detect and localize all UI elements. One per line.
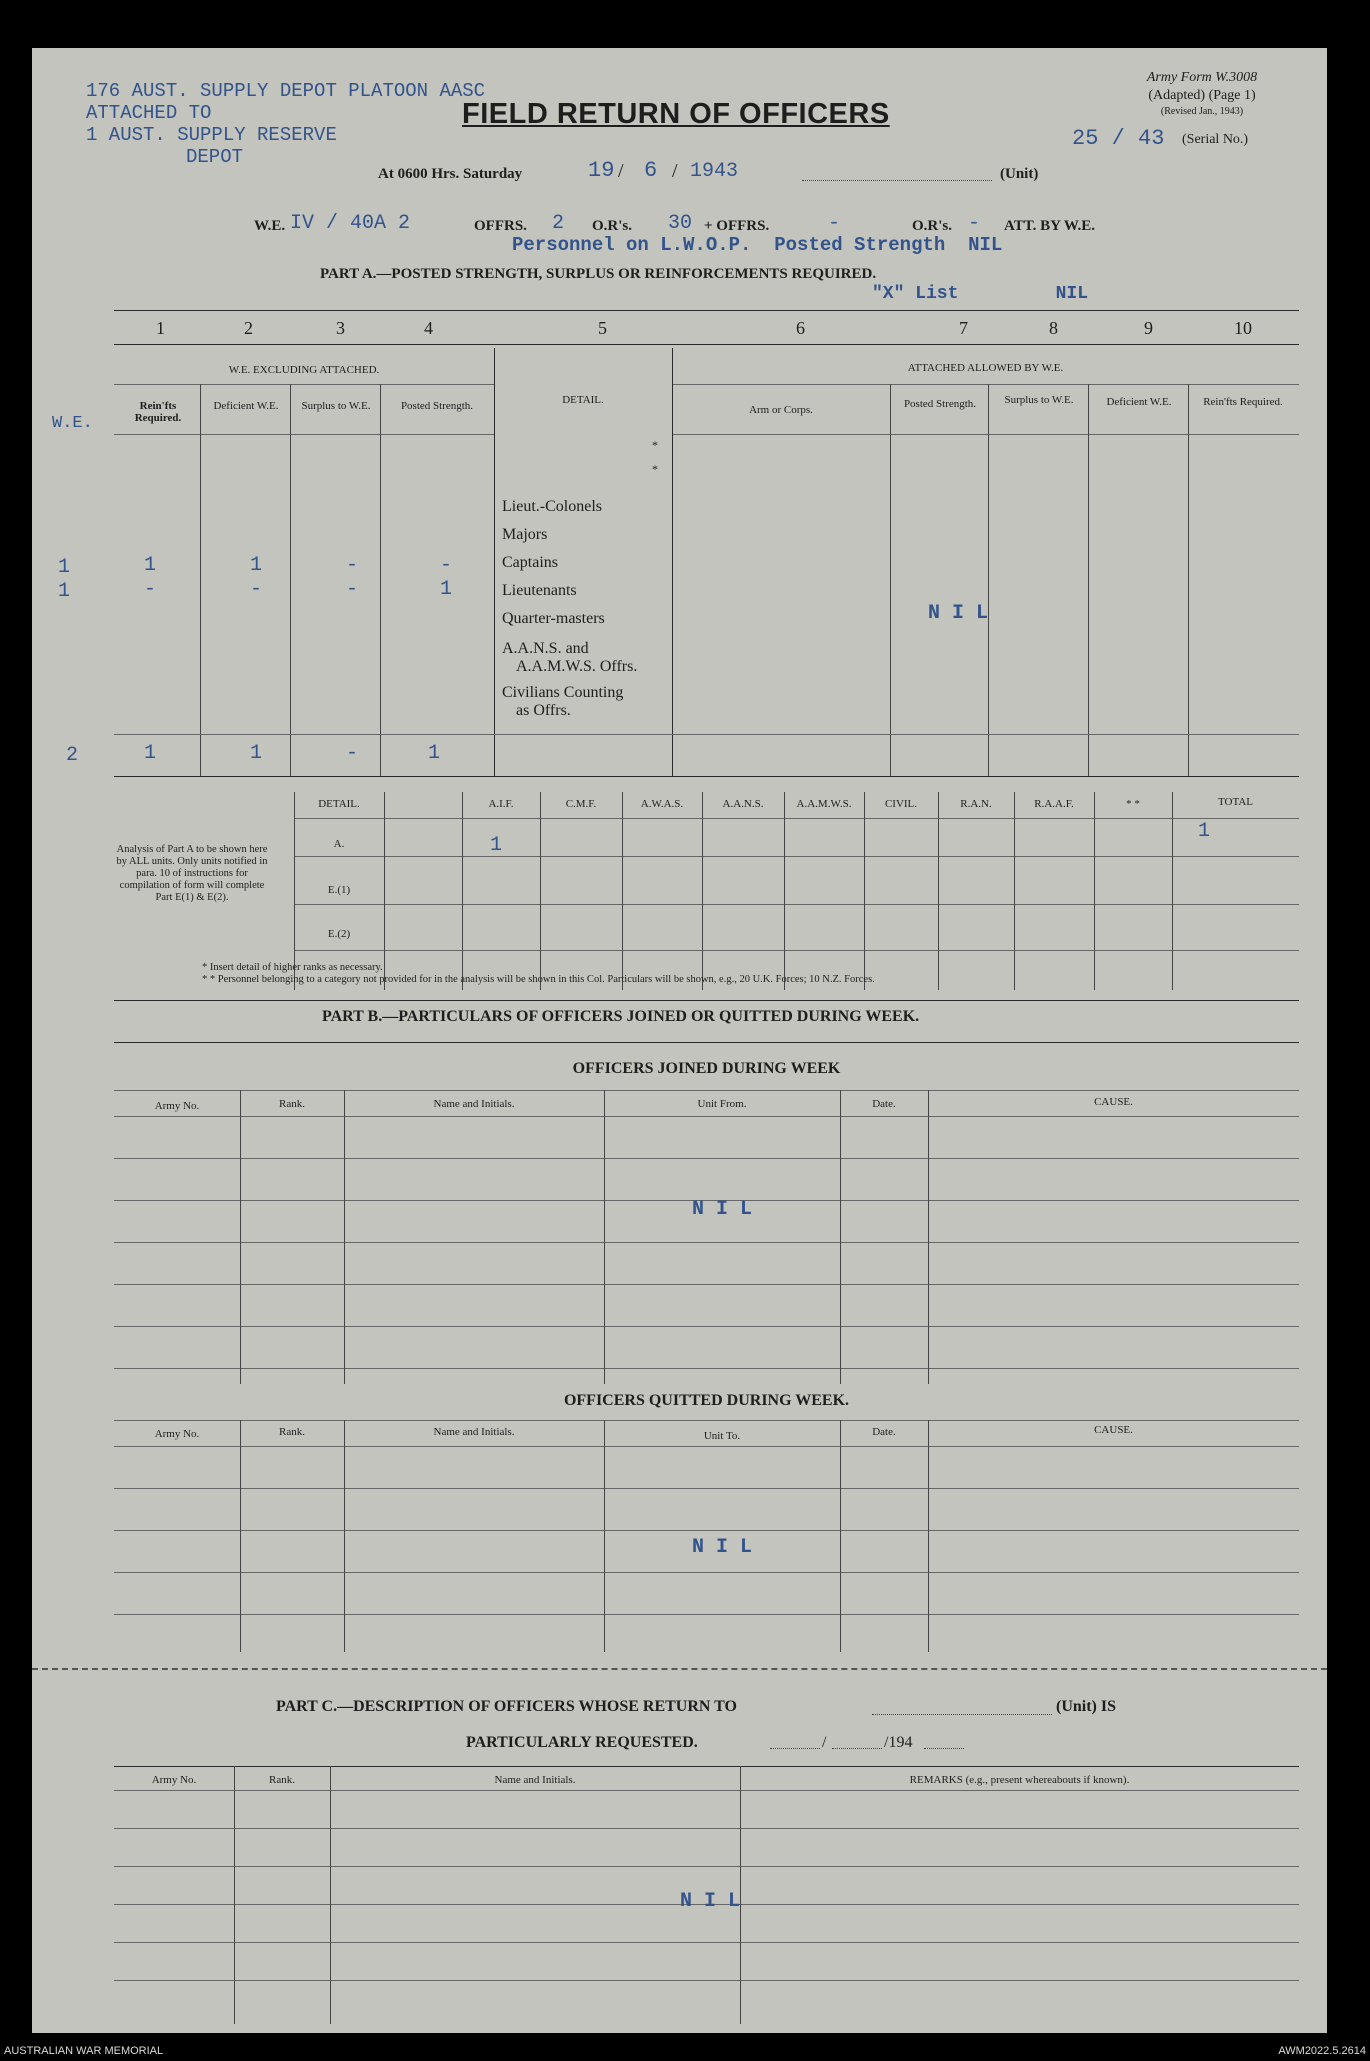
- plus-offrs-value: -: [828, 212, 841, 235]
- surplus-to-we-header: Surplus to W.E.: [301, 400, 371, 412]
- unit-line-4: DEPOT: [186, 146, 244, 168]
- rank-captains: Captains: [502, 554, 558, 571]
- analysis-row-e2: E.(2): [327, 928, 351, 940]
- attached-deficient-header: Deficient W.E.: [1106, 396, 1172, 408]
- analysis-a-total: 1: [1198, 820, 1211, 843]
- part-c-requested: PARTICULARLY REQUESTED.: [466, 1734, 698, 1751]
- quitted-cause-header: CAUSE.: [1094, 1424, 1133, 1436]
- date-day: 19: [588, 158, 615, 183]
- at-hours-label: At 0600 Hrs. Saturday: [378, 166, 523, 182]
- attached-posted-strength-header: Posted Strength.: [903, 398, 977, 410]
- analysis-other-header: * *: [1126, 798, 1140, 810]
- captains-deficient: 1: [250, 554, 263, 577]
- rank-civilians: Civilians Counting: [502, 684, 624, 701]
- part-c-army-no-header: Army No.: [151, 1774, 197, 1786]
- attached-allowed-header: ATTACHED ALLOWED BY W.E.: [907, 362, 1064, 374]
- date-year: 1943: [690, 160, 739, 183]
- star-mark-1: *: [652, 438, 658, 452]
- part-c-unit-is: (Unit) IS: [1056, 1698, 1117, 1715]
- ors2-label: O.R's.: [912, 218, 953, 234]
- quitted-date-header: Date.: [872, 1426, 896, 1438]
- analysis-cmf-header: C.M.F.: [565, 798, 597, 810]
- personnel-lwop-line: Personnel on L.W.O.P. Posted Strength NIL: [512, 234, 1003, 256]
- footer-credit: AUSTRALIAN WAR MEMORIAL: [4, 2045, 164, 2057]
- serial-label: (Serial No.): [1182, 132, 1249, 147]
- lieutenants-deficient: -: [250, 578, 263, 601]
- reinfts-required-header: Rein'fts Required.: [134, 400, 182, 424]
- part-c-nil: N I L: [679, 1890, 740, 1913]
- total-posted: 1: [428, 742, 441, 765]
- plus-offrs-label: + OFFRS.: [704, 218, 770, 234]
- ors-label: O.R's.: [592, 218, 633, 234]
- x-list-line: "X" List NIL: [872, 284, 1089, 304]
- detail-header: DETAIL.: [562, 394, 604, 406]
- attached-reinfts-header: Rein'fts Required.: [1203, 396, 1283, 408]
- rank-aans: A.A.N.S. and: [502, 640, 589, 657]
- part-c-rank-header: Rank.: [269, 1774, 295, 1786]
- document-page: 176 AUST. SUPPLY DEPOT PLATOON AASC ATTACHED TO 1 AUST. SUPPLY RESERVE DEPOT FIELD RETURN OF OFFICERS Army Form W.3008 (Adapted) (Page 1) (Revised Jan., 1943) 25 / 43 (Serial No.) At 0600 Hrs. Saturday 19 / 6 / 1943 (Unit) W.E. IV / 40A 2 OFFRS. 2 O.R's. 30 + OFFRS. - O.R's. - ATT. BY W.E. Personnel on L.W.O.P. Posted Strength NIL PART A.—POSTED STRENGTH, SURPLUS OR REINFORCEMENTS REQUIRED. "X" List NIL 1 2 3 4 5 6 7 8 9 10 W.E. EXCLUDING ATTACHED. ATTACHED ALLOWED BY W.E. DETAIL. Rein'fts Required. Deficient W.E. Surplus to W.E. Posted Strength. Arm or Corps. Posted Strength. Surplus to W.E. Deficient W.E. Rein'fts Required. W.E. * * Lieut.-Colonels Majors Captains Lieutenants Quarter-masters A.A.N.S. and A.A.M.W.S. Offrs. Civilians Counting as Offrs. 1 1 1 - - 1 - - - 1 N I L 2 1 1 - 1 Analysis of Part A to be shown here by ALL units. Only units notified in para. 10 of instructions for compilation of form will complete Part E(1) & E(2). DETAIL. A.I.F. C.M.F. A.W.A.S. A.A.N.S. A.A.M.W.S. CIVIL. R.A.N. R.A.A.F. * * TOTAL A. E.(1) E.(2) 1 1 * Insert detail of higher ranks as necessary. * * Personnel belonging to a category not provided for in the analysis will be shown in this Col. Particulars will be shown, e.g., 20 U.K. Forces; 10 N.Z. Forces. PART B.—PARTICULARS OF OFFICERS JOINED OR QUITTED DURING WEEK. OFFICERS JOINED DURING WEEK Army No. Rank. Name and Initials. Unit From. Date. CAUSE. N I L OFFICERS QUITTED DURING WEEK. Army No. Rank. Name and Initials. Unit To. Date. CAUSE. N I L PART C.—DESCRIPTION OF OFFICERS WHOSE RETURN TO (Unit) IS PARTICULARLY REQUESTED. / /194 Army No. Rank. Name and Initials. REMARKS (e.g., present whereabouts if known). N I L: [32, 48, 1327, 2033]
- star-mark-2: *: [652, 462, 658, 476]
- date-month: 6: [644, 158, 658, 183]
- part-c-name-header: Name and Initials.: [494, 1774, 576, 1786]
- deficient-we-header: Deficient W.E.: [213, 400, 279, 412]
- unit-line-1: 176 AUST. SUPPLY DEPOT PLATOON AASC: [86, 80, 486, 102]
- analysis-awas-header: A.W.A.S.: [640, 798, 684, 810]
- rank-aamws: A.A.M.W.S. Offrs.: [516, 658, 638, 675]
- form-title: FIELD RETURN OF OFFICERS: [462, 98, 890, 130]
- rank-majors: Majors: [502, 526, 548, 543]
- analysis-detail-header: DETAIL.: [318, 798, 360, 810]
- lieutenants-surplus: -: [346, 578, 359, 601]
- part-c-date-tail: /194: [884, 1734, 913, 1751]
- footnote-1: * Insert detail of higher ranks as necessary.: [202, 962, 383, 973]
- footer-accession-number: AWM2022.5.2614: [1278, 2045, 1366, 2057]
- column-numbers: 1 2 3 4 5 6 7 8 9 10: [156, 318, 1252, 338]
- we-excluding-attached-header: W.E. EXCLUDING ATTACHED.: [228, 364, 380, 376]
- analysis-ran-header: R.A.N.: [960, 798, 992, 810]
- total-margin: 2: [66, 744, 79, 767]
- serial-value: 25 / 43: [1072, 126, 1165, 151]
- captains-posted: -: [440, 554, 453, 577]
- total-surplus: -: [346, 742, 359, 765]
- joined-nil: N I L: [691, 1198, 752, 1221]
- unit-line-3: 1 AUST. SUPPLY RESERVE: [86, 124, 337, 146]
- analysis-row-e1: E.(1): [327, 884, 351, 896]
- offrs-label: OFFRS.: [474, 218, 527, 234]
- footnote-2: * * Personnel belonging to a category not provided for in the analysis will be shown in this Col. Particulars will be shown, e.g., 20 U.K. Forces; 10 N.Z. Forces.: [202, 974, 875, 985]
- we-value: IV / 40A 2: [290, 212, 411, 235]
- captains-surplus: -: [346, 554, 359, 577]
- unit-typed-block: [86, 80, 485, 168]
- posted-strength-header: Posted Strength.: [400, 400, 474, 412]
- quitted-nil: N I L: [691, 1536, 752, 1559]
- unit-label: (Unit): [1000, 166, 1039, 182]
- margin-we-note: W.E.: [52, 414, 93, 433]
- ors2-value: -: [968, 212, 981, 235]
- part-a-title: PART A.—POSTED STRENGTH, SURPLUS OR REINFORCEMENTS REQUIRED.: [320, 266, 877, 282]
- analysis-aans-header: A.A.N.S.: [722, 798, 764, 810]
- joined-unit-from-header: Unit From.: [697, 1098, 747, 1110]
- attached-nil: N I L: [927, 602, 988, 625]
- joined-title: OFFICERS JOINED DURING WEEK: [572, 1060, 841, 1077]
- joined-rank-header: Rank.: [279, 1098, 305, 1110]
- quitted-name-header: Name and Initials.: [433, 1426, 515, 1438]
- analysis-aamws-header: A.A.M.W.S.: [796, 798, 852, 810]
- part-b-title: PART B.—PARTICULARS OF OFFICERS JOINED OR QUITTED DURING WEEK.: [322, 1008, 920, 1025]
- adapted-note: (Adapted) (Page 1): [1148, 88, 1256, 103]
- analysis-note: Analysis of Part A to be shown here by ALL units. Only units notified in para. 10 of instructions for compilation of form will complete Part E(1) & E(2).: [116, 844, 268, 903]
- captains-reinfts: 1: [144, 554, 157, 577]
- rank-lieut-colonels: Lieut.-Colonels: [502, 498, 602, 515]
- analysis-aif-header: A.I.F.: [488, 798, 514, 810]
- joined-name-header: Name and Initials.: [433, 1098, 515, 1110]
- quitted-rank-header: Rank.: [279, 1426, 305, 1438]
- ors-value: 30: [668, 212, 693, 235]
- part-c-remarks-header: REMARKS (e.g., present whereabouts if known).: [909, 1774, 1130, 1786]
- captains-margin: 1: [58, 556, 71, 579]
- lieutenants-reinfts: -: [144, 578, 157, 601]
- lieutenants-margin: 1: [58, 580, 71, 603]
- total-reinfts: 1: [144, 742, 157, 765]
- arm-or-corps-header: Arm or Corps.: [749, 404, 813, 416]
- quitted-title: OFFICERS QUITTED DURING WEEK.: [114, 1384, 1299, 1424]
- analysis-total-header: TOTAL: [1218, 796, 1253, 808]
- part-c-title: PART C.—DESCRIPTION OF OFFICERS WHOSE RETURN TO: [276, 1698, 737, 1715]
- analysis-civil-header: CIVIL.: [884, 798, 918, 810]
- quitted-unit-to-header: Unit To.: [703, 1430, 741, 1442]
- army-form-number: Army Form W.3008: [1146, 70, 1258, 85]
- lieutenants-posted: 1: [440, 578, 453, 601]
- joined-date-header: Date.: [872, 1098, 896, 1110]
- attached-surplus-header: Surplus to W.E.: [1004, 394, 1074, 406]
- rank-civilians-2: as Offrs.: [516, 702, 571, 719]
- joined-army-no-header: Army No.: [154, 1100, 200, 1112]
- perforation-line: [32, 1668, 1327, 1670]
- total-deficient: 1: [250, 742, 263, 765]
- rank-lieutenants: Lieutenants: [502, 582, 577, 599]
- unit-line-2: ATTACHED TO: [86, 102, 212, 124]
- rank-quarter-masters: Quarter-masters: [502, 610, 605, 627]
- analysis-row-a: A.: [333, 838, 345, 850]
- analysis-raaf-header: R.A.A.F.: [1034, 798, 1074, 810]
- joined-cause-header: CAUSE.: [1094, 1096, 1133, 1108]
- att-by-we-label: ATT. BY W.E.: [1004, 218, 1096, 234]
- analysis-a-aif: 1: [490, 834, 503, 857]
- offrs-value: 2: [552, 212, 565, 235]
- quitted-army-no-header: Army No.: [154, 1428, 200, 1440]
- revised-note: (Revised Jan., 1943): [1160, 106, 1244, 117]
- we-label: W.E.: [254, 218, 286, 234]
